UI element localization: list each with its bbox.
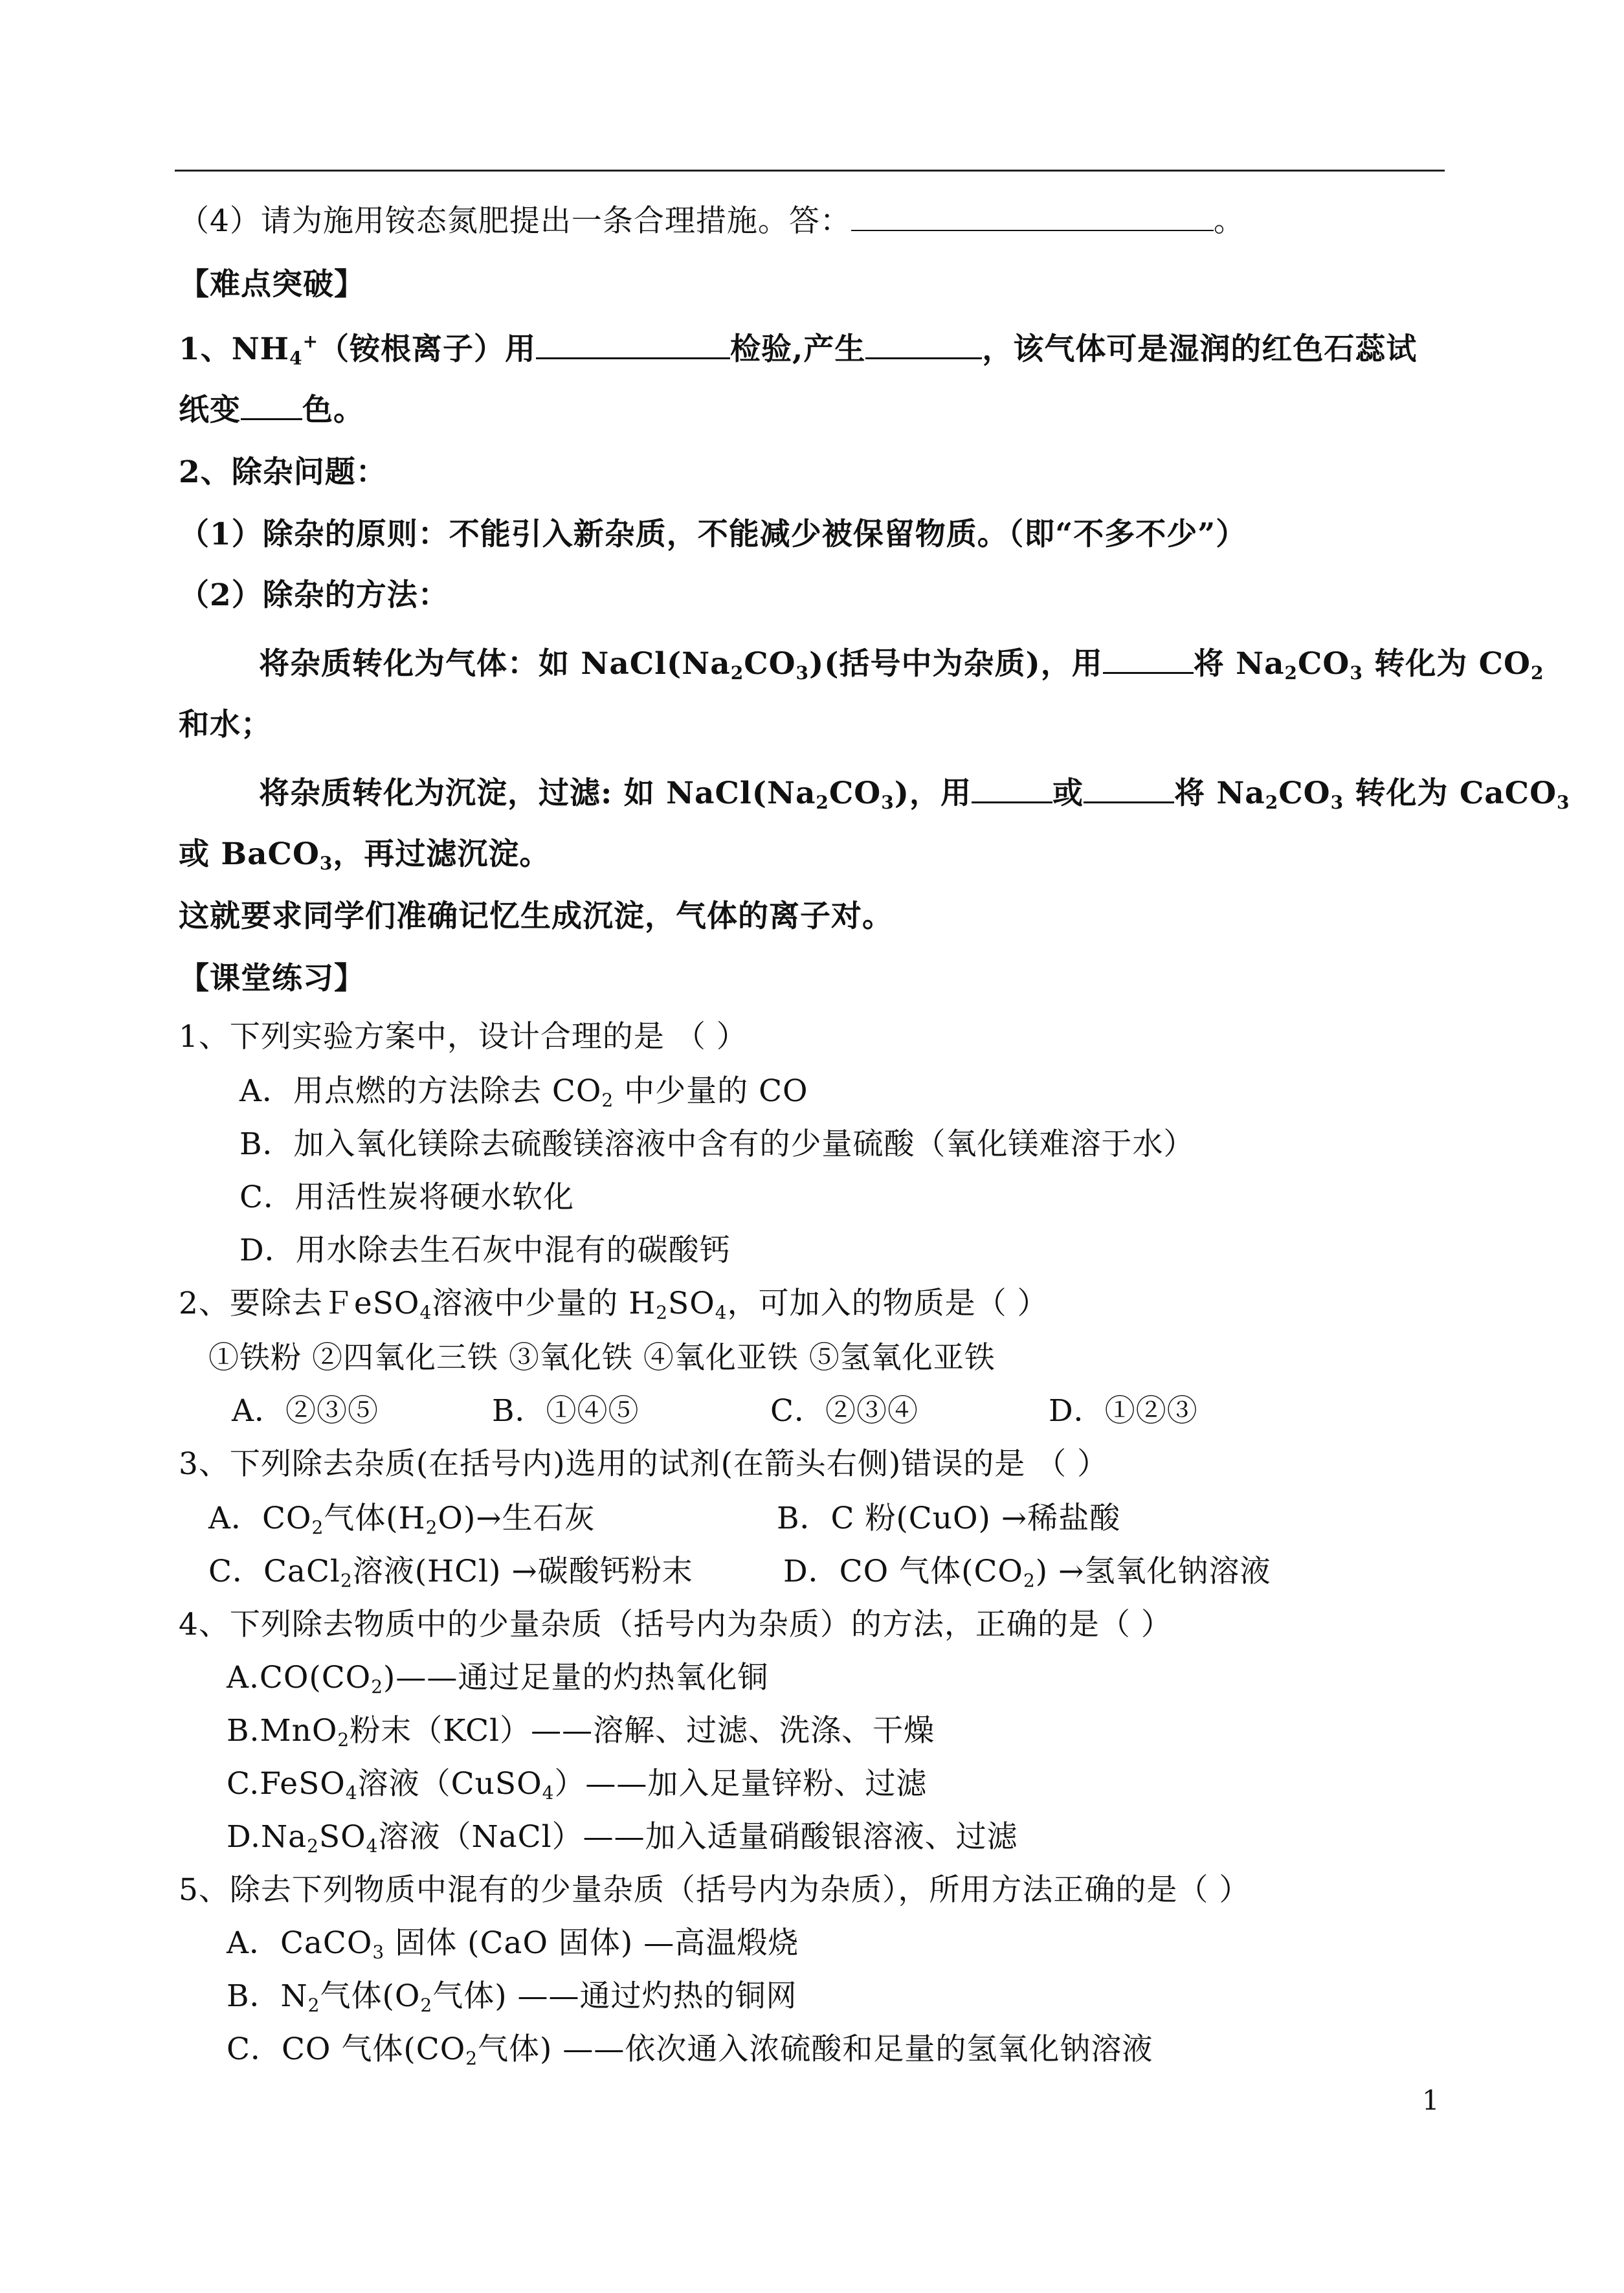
practice-heading: 【课堂练习】: [179, 961, 365, 996]
practice-2-option-c[interactable]: C．②③④: [770, 1393, 918, 1429]
practice-4-stem: 4、下列除去物质中的少量杂质（括号内为杂质）的方法，正确的是（ ）: [179, 1607, 1172, 1642]
difficulty-item-1-cont: 纸变 色。: [179, 392, 364, 428]
method-precipitate: 将杂质转化为沉淀，过滤: 如 $NaCl(Na_2CO_3)$，用 或 将 $Na_2CO_3$ 转化为 CaCO$_3$: [259, 776, 1570, 813]
difficulty-item-2-title: 2、除杂问题：: [179, 454, 387, 490]
practice-1-option-d[interactable]: D．用水除去生石灰中混有的碳酸钙: [239, 1233, 731, 1268]
practice-4-option-c[interactable]: C.FeSO$_4$溶液（CuSO$_4$）——加入足量锌粉、过滤: [227, 1766, 928, 1804]
header-rule: [175, 170, 1445, 172]
answer-blank[interactable]: [241, 392, 302, 420]
page-number: 1: [1422, 2085, 1440, 2116]
purification-method: （2）除杂的方法：: [179, 577, 449, 613]
ion-pair-note: 这就要求同学们准确记忆生成沉淀，气体的离子对。: [179, 899, 893, 934]
practice-3-stem: 3、下列除去杂质(在括号内)选用的试剂(在箭头右侧)错误的是 （ ）: [179, 1446, 1109, 1482]
method-gas: 将杂质转化为气体：如 $NaCl(Na_2CO_3)$(括号中为杂质)，用 将 $Na_2CO_3$ 转化为 $CO_2$: [259, 646, 1544, 684]
method-precipitate-cont: 或 BaCO$_3$，再过滤沉淀。: [179, 836, 551, 874]
practice-5-option-a[interactable]: A．CaCO$_3$ 固体 (CaO 固体) —高温煅烧: [227, 1925, 799, 1963]
practice-5-option-b[interactable]: B．$N_2$气体($O_2$气体) ——通过灼热的铜网: [227, 1978, 797, 2016]
answer-blank[interactable]: [1103, 646, 1194, 674]
practice-2-stem: 2、要除去ＦeSO$_4$溶液中少量的 $H_2SO_4$，可加入的物质是（ ）: [179, 1286, 1049, 1323]
question-4-measure: （4）请为施用铵态氮肥提出一条合理措施。答： 。: [179, 203, 1245, 239]
practice-1-option-b[interactable]: B．加入氧化镁除去硫酸镁溶液中含有的少量硫酸（氧化镁难溶于水）: [239, 1126, 1195, 1162]
practice-3-option-a[interactable]: A．$CO_2$气体$(H_2O)\to$生石灰: [208, 1501, 595, 1538]
answer-blank[interactable]: [865, 331, 982, 359]
method-gas-cont: 和水；: [179, 707, 272, 743]
answer-blank[interactable]: [851, 204, 1214, 231]
practice-2-option-d[interactable]: D．①②③: [1049, 1393, 1198, 1429]
practice-3-option-d[interactable]: D．CO 气体$(CO_2)$ →氢氧化钠溶液: [783, 1554, 1271, 1591]
practice-3-option-b[interactable]: B．C 粉(CuO) →稀盐酸: [777, 1501, 1121, 1536]
practice-5-stem: 5、除去下列物质中混有的少量杂质（括号内为杂质），所用方法正确的是（ ）: [179, 1872, 1251, 1908]
practice-5-option-c[interactable]: C．CO 气体($CO_2$气体) ——依次通入浓硫酸和足量的氢氧化钠溶液: [227, 2031, 1153, 2069]
practice-4-option-b[interactable]: B.MnO$_2$粉末（KCl）——溶解、过滤、洗涤、干燥: [227, 1713, 935, 1751]
practice-2-option-b[interactable]: B．①④⑤: [492, 1393, 640, 1429]
difficulty-heading: 【难点突破】: [179, 267, 365, 302]
answer-blank[interactable]: [1084, 776, 1174, 803]
practice-1-option-c[interactable]: C．用活性炭将硬水软化: [239, 1180, 574, 1215]
practice-2-option-a[interactable]: A．②③⑤: [232, 1393, 379, 1429]
answer-blank[interactable]: [972, 776, 1052, 803]
practice-3-option-c[interactable]: C．CaCl$_2$溶液(HCl) →碳酸钙粉末: [208, 1554, 693, 1591]
practice-1-option-a[interactable]: A．用点燃的方法除去 $CO_2$ 中少量的 CO: [239, 1073, 808, 1111]
practice-4-option-d[interactable]: $D.Na_2SO_4$溶液（NaCl）——加入适量硝酸银溶液、过滤: [227, 1819, 1018, 1857]
purification-principle: （1）除杂的原则：不能引入新杂质，不能减少被保留物质。（即“不多不少”）: [179, 517, 1247, 552]
practice-4-option-a[interactable]: $A.CO(CO_2)——$通过足量的灼热氧化铜: [227, 1660, 769, 1697]
difficulty-item-1: 1、$NH_4^+$（铵根离子）用 检验,产生 ，该气体可是湿润的红色石蕊试: [179, 331, 1418, 369]
answer-blank[interactable]: [536, 331, 730, 359]
practice-2-items: ①铁粉 ②四氧化三铁 ③氧化铁 ④氧化亚铁 ⑤氢氧化亚铁: [208, 1340, 996, 1376]
practice-1-stem: 1、下列实验方案中，设计合理的是 （ ）: [179, 1019, 748, 1055]
